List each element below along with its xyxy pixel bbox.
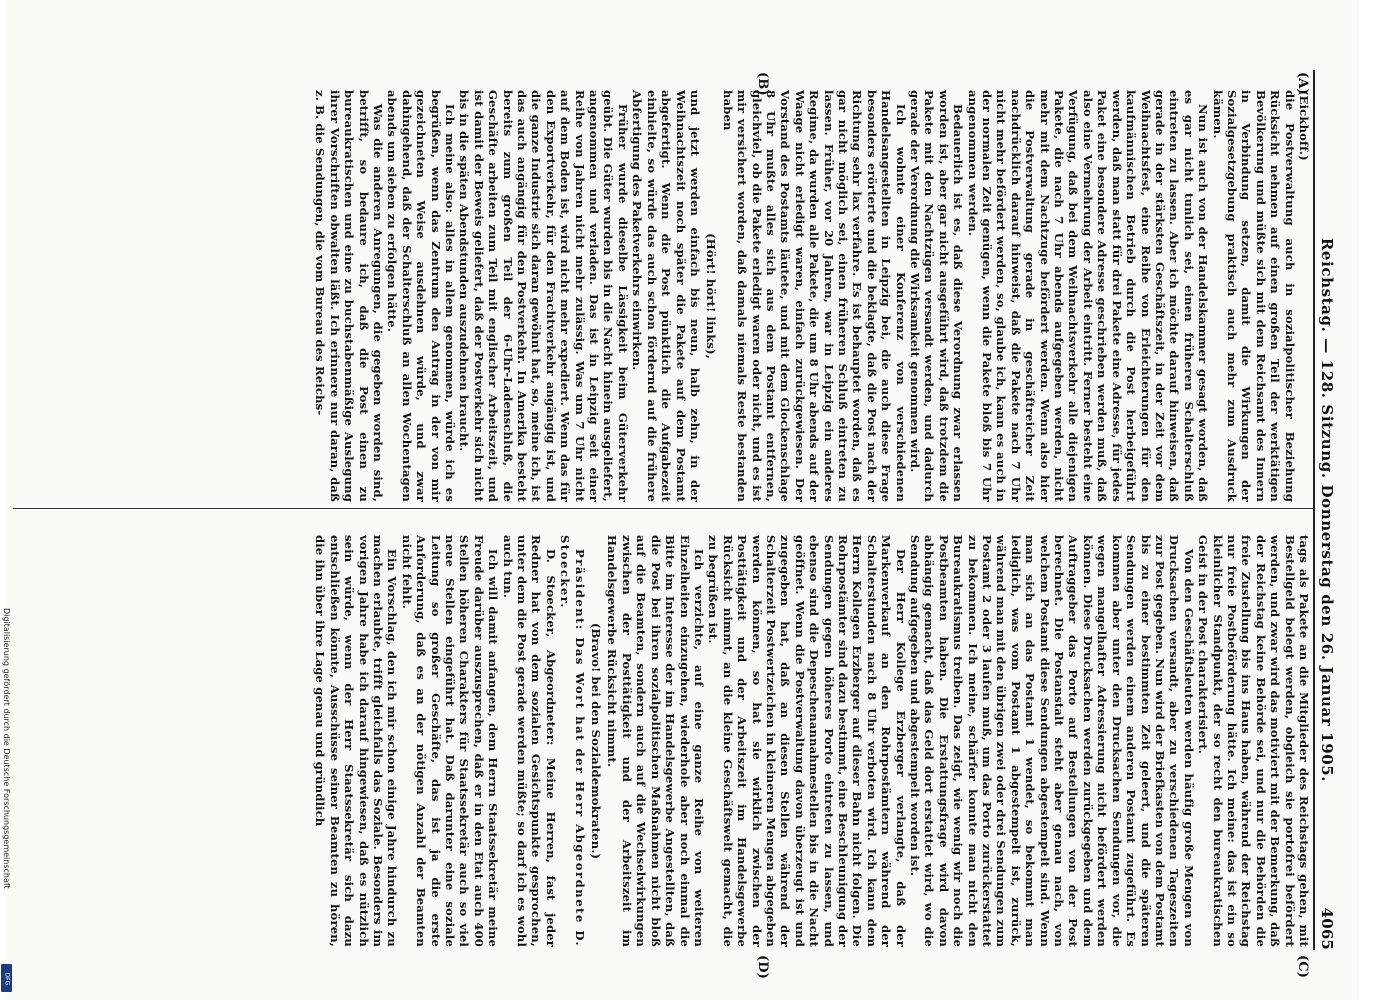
paragraph: D. Stoecker, Abgeordneter: Meine Herren, fast jeder Redner hat von dem sozialen Gesichtspunkte gesprochen, unter dem die Post gerade werden müßte; so darf ich es wohl auch tun.	[500, 535, 558, 947]
margin-letter-c: (C)	[1295, 955, 1310, 979]
margin-letter-a: (A)	[1295, 72, 1310, 95]
rotated-page-content	[6, 0, 1359, 1000]
margin-letter-b: (B)	[755, 72, 770, 96]
dfg-logo-text: DFG	[3, 972, 11, 986]
left-text-column	[11, 90, 1311, 502]
paragraph: Ich meine also: alles in allem genommen, würde ich es begrüßen, wenn das Zentrum den Antrag in der von mir gezeichneten Weise ausdehnen würde, und zwar dahingehend, daß der Schalterschluß an allen Wochentagen abends um sieben zu erfolgen hätte.	[385, 90, 458, 502]
paragraph: und jetzt werden einfach bis neun, halb zehn, in der Weihnachtszeit noch später die Pakete auf dem Postamt abgefertigt. Wenn die Post pünktlich die Aufgabezeit einhielte, so würde das auch schon fördernd auf die frühere Abfertigung des Paketverkehrs einwirken.	[630, 90, 702, 502]
paragraph: Ich will damit anfangen, dem Herrn Staatssekretär meine Freude darüber auszusprechen, daß er in den Etat auch 400 Stellen höheren Charakters für Staatssekretär auch so viel neue Stellen eingeführt hat. Daß darunter eine soziale Leitung so großer Geschäfte, das ist ja die erste Anforderung, daß es an der nötigen Anzahl der Beamten nicht fehlt.	[399, 535, 501, 947]
paragraph: Bedauerlich ist es, daß diese Verordnung zwar erlassen worden ist, aber gar nicht ausgeführt wird, daß trotzdem die Pakete mit den Nachtzügen versandt werden, und dadurch gerade der Verordnung die Wirksamkeit genommen wird.	[908, 90, 966, 502]
page-number: 4065	[1318, 907, 1336, 950]
header-rule	[1313, 70, 1315, 950]
paragraph: Nun ist auch von der Handelskammer gesagt worden, daß es gar nicht tunlich sei, einen früheren Schalterschluß eintreten zu lassen. Aber ich möchte darauf hinweisen, daß gerade in der stärksten Geschäftszeit, in der Zeit vor dem Weihnachtsfest, eine Reihe von Erleichterungen für den kaufmännischen Betrieb durch die Post herbeigeführt werden, daß man statt für drei Pakete eine Adresse, für jedes Paket eine besondere Adresse geschrieben werden muß, daß also eine Vermehrung der Arbeit eintritt. Ferner besteht eine Verfügung, daß bei dem Weihnachtsverkehr alle diejenigen Pakete, die nach 7 Uhr abends aufgegeben werden, nicht mehr mit dem Nachtzuge befördert werden. Wenn also hier die Postverwaltung gerade in geschäftreicher Zeit nachdrücklich darauf hinweist, daß die Pakete nach 7 Uhr nicht mehr befördert werden, so, glaube ich, kann es auch in der normalen Zeit genügen, wenn die Pakete bloß bis 7 Uhr angenommen werden.	[965, 90, 1211, 502]
paragraph: Ich wohnte einer Konferenz von verschiedenen Handelsangestellten in Leipzig bei, die auch diese Frage besonders erörterte und die beklagte, daß die Post nach der Richtung sehr lax verfahre. Es ist behauptet worden, daß es gar nicht möglich sei, einen früheren Schluß eintreten zu lassen. Früher, vor 20 Jahren, war in Leipzig ein anderes Regime, da wurden alle Pakete, die um 8 Uhr abends auf der Waage nicht erledigt waren, einfach zurückgewiesen. Der Vorstand des Postamts läutete, und mit dem Glockenschlage 8 Uhr mußte alles sich aus dem Postamt entfernen, gleichviel, ob die Pakete erledigt waren oder nicht, und es ist mir versichert worden, daß damals niemals Reste bestanden haben	[720, 90, 908, 502]
paragraph: Der Herr Kollege Erzberger verlangte, daß der Markenverkauf an den Rohrpostämtern während der Schalterstunden nach 8 Uhr verboten wird. Ich kann dem Herrn Kollegen Erzberger auf dieser Bahn nicht folgen. Die Rohrpostämter sind dazu bestimmt, eine Beschleunigung der Sendungen gegen höheres Porto eintreten zu lassen, und ebenso sind die Depeschenannahmestellen bis in die Nacht geöffnet. Wenn die Postverwaltung davon überzeugt ist und zugegeben hat, daß an diesen Stellen während der Schalterzeit Postwertzeichen in kleineren Mengen abgegeben werden können, so hat sie wirklich zwischen der Posttätigkeit und der Arbeitszeit im Handelsgewerbe Rücksicht nimmt, an die kleine Geschäftswelt gemacht, die zu begrüßen ist.	[706, 535, 908, 947]
page-header	[1317, 70, 1337, 950]
column-divider	[13, 508, 1313, 509]
paragraph: tags als Pakete an die Mitglieder des Reichstags gehen, mit Bestellgeld belegt werden, obgleich sie portofrei befördert werden, und zwar wird das motiviert mit der Bemerkung, daß der Reichstag keine Behörde sei, und nur die Behörden die freie Zustellung bis ins Haus haben, während der Reichstag nur freie Postbeförderung hätte. Ich meine: das ist ein so kleinlicher Standpunkt, der so recht den bureaukratischen Geist in der Post charakterisiert.	[1196, 535, 1311, 947]
paragraph: (Eickhoff.)	[1297, 90, 1311, 161]
paragraph: Ich verzichte, auf eine ganze Reihe von weiteren Einzelheiten einzugehen, wiederhole aber noch einmal die Bitte im Interesse der im Handelsgewerbe Angestellten, daß die Post bei ihren sozialpolitischen Maßnahmen nicht bloß auf die Beamten, sondern auch auf die Wechselwirkungen zwischen der Posttätigkeit und der Arbeitszeit im Handelsgewerbe Rücksicht nimmt.	[605, 535, 706, 947]
paragraph: (Hört! hört! links),	[704, 233, 719, 359]
paragraph: die Postverwaltung auch in sozialpolitischer Beziehung Rücksicht nehmen auf einen großen Teil der werktätigen Bevölkerung und müßte sich mit dem Reichsamt des Innern in Verbindung setzen, damit die Wirkungen der Sozialgesetzgebung praktisch auch mehr zum Ausdruck kämen.	[1210, 90, 1297, 502]
paragraph: Ein Vorschlag, den ich mir schon einige Jahre hindurch zu machen erlaubte, trifft gleichfalls das Soziale. Besonders im vorigen Jahre habe ich darauf hingewiesen, daß es nützlich sein würde, wenn der Herr Staatssekretär sich dazu entschließen könnte, Ausschüsse seiner Beamten zu hören, die ihn über ihre Lage genau und gründlich	[313, 535, 400, 947]
paragraph: Präsident: Das Wort hat der Herr Abgeordnete D. Stoecker.	[558, 535, 587, 947]
digitization-credit	[0, 0, 12, 1000]
scanned-page	[6, 0, 1359, 1000]
paragraph: (Bravo! bei den Sozialdemokraten.)	[589, 622, 604, 860]
right-text-column	[11, 535, 1311, 947]
paragraph: Früher wurde dieselbe Lässigkeit beim Güterverkehr geübt. Die Güter wurden bis in die Nacht hinein ausgeliefert, angenommen und verladen. Das ist in Leipzig seit einer Reihe von Jahren nicht mehr zulässig. Was um 7 Uhr nicht auf dem Boden ist, wird nicht mehr expediert. Wenn das für den Exportverkehr, für den Frachtverkehr angängig ist, und die ganze Industrie sich daran gewöhnt hat, so, meine ich, ist das auch angängig für den Postverkehr. In Amerika besteht bereits zum großen Teil der 6-Uhr-Ladenschluß, die Geschäfte arbeiten zum Teil mit englischer Arbeitszeit, und ist damit der Beweis geliefert, daß der Postverkehr sich nicht bis in die späten Abendstunden auszudehnen braucht.	[457, 90, 630, 502]
paragraph: Was die anderen Anregungen, die gegeben worden sind, betrifft, so bedaure ich, daß die Post einen zu bureaukratischen und eine zu buchstabenmäßige Auslegung ihrer Vorschriften obwalten läßt. Ich erinnere nur daran, daß z. B. die Sendungen, die vom Bureau des Reichs-	[313, 90, 385, 502]
dfg-logo	[1, 964, 12, 992]
paragraph: Von den Geschäftsleuten werden häufig große Mengen von Drucksachen versandt, aber zu verschiedenen Tageszeiten zur Post gegeben. Nun wird der Briefkasten von dem Postamt bis zu einer bestimmten Zeit geleert, und die späteren Sendungen werden einem anderen Postamt zugeführt. Es kommen aber unter den Drucksachen Sendungen vor, die wegen mangelhafter Adressierung nicht befördert werden können. Diese Drucksachen werden zurückgegeben und dem Auftraggeber das Porto auf Bestellungen von der Post berechnet. Die Postanstalt steht aber genau nach, von welchem Postamt diese Sendungen abgestempelt sind. Wenn man sich an das Postamt 1 wendet, so bekommt man lediglich, was vom Postamt 1 abgestempelt ist, zurück, während man mit den übrigen zwei oder drei Sendungen zum Postamt 2 oder 3 laufen muß, um das Porto zurückerstattet zu bekommen. Ich meine, schärfer konnte man nicht den Bureaukratismus treiben. Das zeigt, wie wenig wir noch die Postbeamten haben. Die Erstattungsfrage wird davon abhängig gemacht, daß das Geld dort erstattet wird, wo die Sendung aufgegeben und abgestempelt worden ist.	[908, 535, 1196, 947]
margin-letter-d: (D)	[755, 955, 770, 980]
funding-credit-text: Digitalisierung gefördert durch die Deutsche Forschungsgemeinschaft	[2, 608, 11, 889]
running-title: Reichstag. — 128. Sitzung. Donnerstag den 26. Januar 1905.	[1318, 237, 1336, 783]
